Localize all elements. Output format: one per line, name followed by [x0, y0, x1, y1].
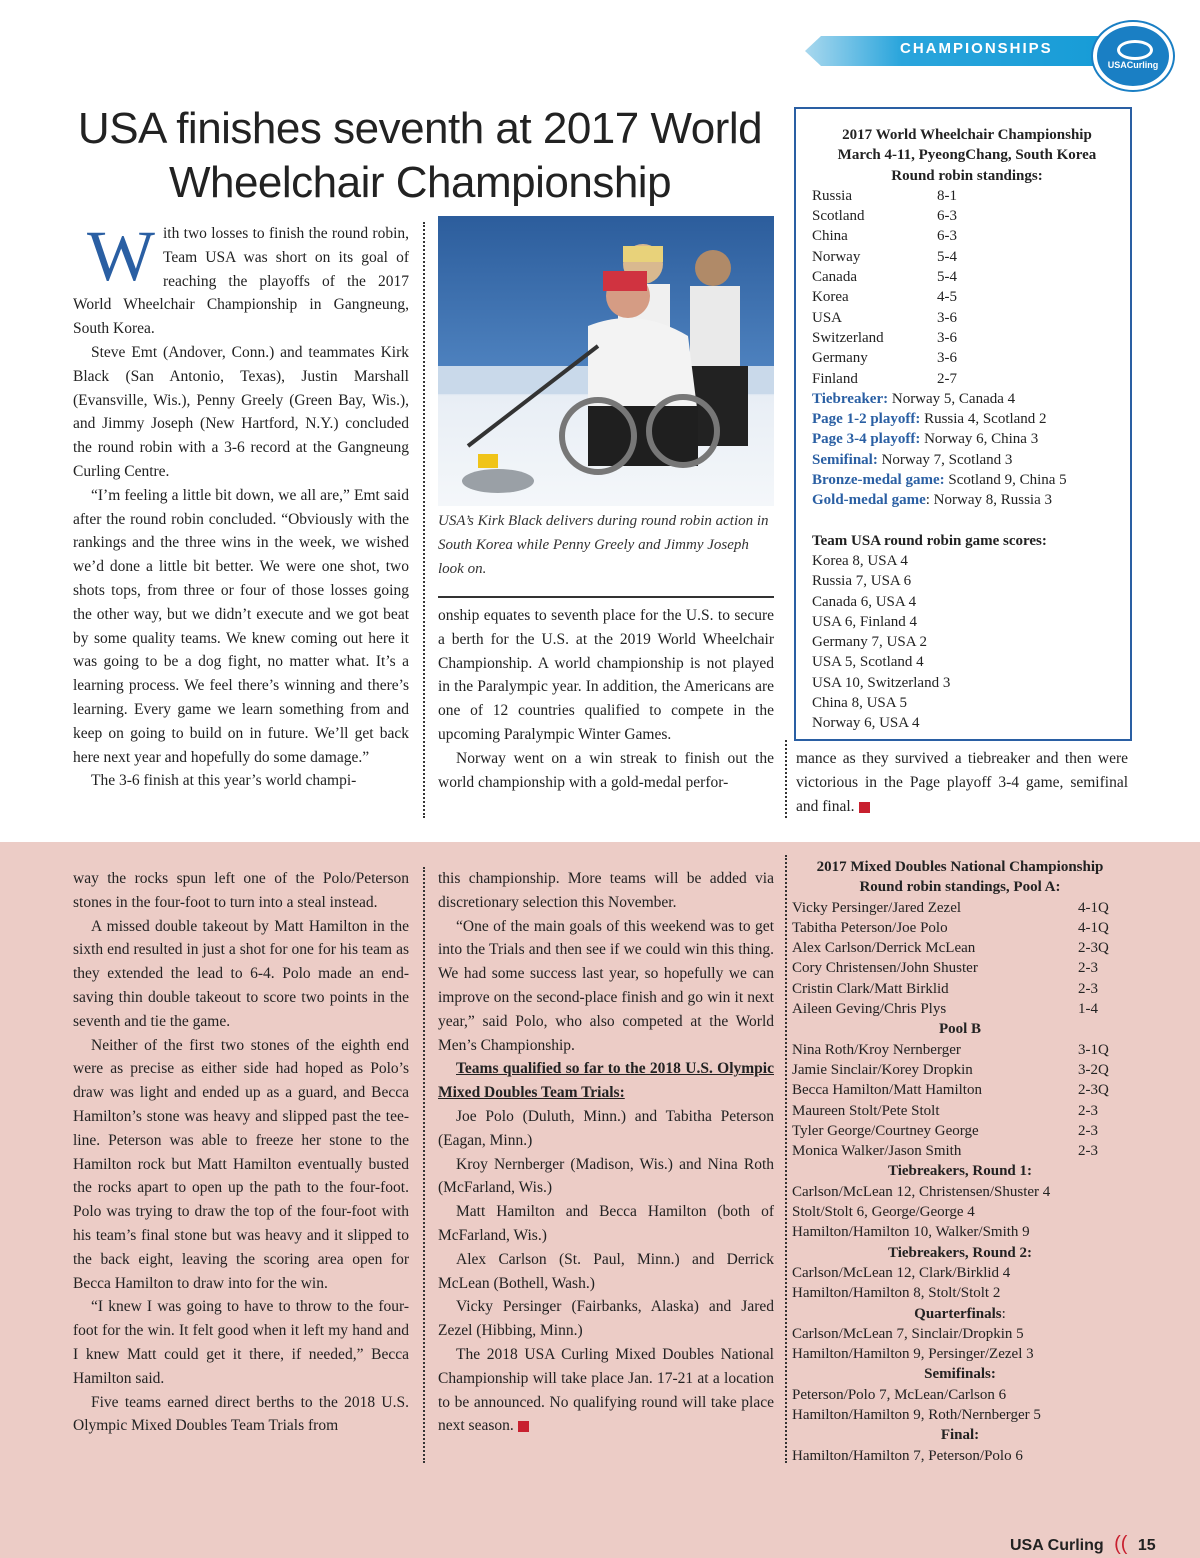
article1-column2 [438, 604, 774, 794]
result-row: Carlson/McLean 12, Clark/Birklid 4 [792, 1264, 1011, 1281]
playoff-row [812, 389, 1122, 409]
team-record: 2-3 [1078, 1122, 1098, 1139]
team-record: 3-6 [937, 350, 957, 367]
standing-row [792, 1101, 1128, 1121]
pool-b-heading: Pool B [938, 1021, 982, 1038]
team-name: Aileen Geving/Chris Plys [792, 1001, 947, 1018]
team-record: 2-3 [1078, 960, 1098, 977]
article1-column3 [796, 747, 1128, 818]
team-name: Norway [812, 248, 861, 265]
playoff-list [812, 389, 1122, 511]
score-row: USA 10, Switzerland 3 [812, 674, 951, 691]
playoff-row [812, 409, 1122, 429]
article1-column1 [73, 216, 409, 793]
playoff-label: Bronze-medal game: [812, 472, 945, 489]
usa-scores-list [812, 551, 1122, 734]
semifinals-heading: Semifinals: [924, 1366, 996, 1383]
team-name: Cory Christensen/John Shuster [792, 960, 978, 977]
team-name: Russia [812, 187, 853, 204]
column-divider [785, 740, 787, 818]
team-record: 3-6 [937, 309, 957, 326]
standing-row [792, 958, 1128, 978]
end-mark-icon [859, 802, 870, 813]
page-number: 15 [1137, 1537, 1156, 1554]
caption-divider [438, 596, 774, 598]
playoff-label: Page 1-2 playoff: [812, 411, 921, 428]
team-name: Becca Hamilton/Matt Hamilton [792, 1082, 982, 1099]
result-row: Hamilton/Hamilton 9, Roth/Nernberger 5 [792, 1407, 1041, 1424]
playoff-label: Gold-medal game [812, 492, 926, 509]
wheelchair-curling-image [438, 216, 774, 506]
paragraph: Joe Polo (Duluth, Minn.) and Tabitha Peterson (Eagan, Minn.) [438, 1107, 774, 1149]
team-record: 2-3Q [1078, 940, 1109, 957]
tiebreaker1-list [792, 1182, 1128, 1243]
playoff-result: Scotland 9, China 5 [944, 472, 1067, 489]
team-record: 3-2Q [1078, 1061, 1109, 1078]
playoff-row [812, 429, 1122, 449]
standing-row [812, 226, 1122, 246]
playoff-result: Norway 5, Canada 4 [888, 390, 1016, 407]
team-record: 2-3 [1078, 1143, 1098, 1160]
score-row: China 8, USA 5 [812, 695, 908, 712]
team-record: 5-4 [937, 269, 957, 286]
team-name: China [812, 228, 848, 245]
semifinals-list [792, 1385, 1128, 1426]
team-name: Tabitha Peterson/Joe Polo [792, 919, 948, 936]
team-record: 3-6 [937, 329, 957, 346]
score-row: Norway 6, USA 4 [812, 715, 920, 732]
standing-row [792, 979, 1128, 999]
column-divider [423, 222, 425, 818]
team-record: 6-3 [937, 208, 957, 225]
standing-row [812, 206, 1122, 226]
paragraph: “I knew I was going to have to throw to the four-foot for the win. It felt good when it left my hand and I knew Matt could get it there, if needed,” Becca Hamilton said. [73, 1298, 409, 1387]
standing-row [812, 348, 1122, 368]
pool-b-list [792, 1040, 1128, 1162]
playoff-label: Semifinal: [812, 451, 878, 468]
team-record: 3-1Q [1078, 1041, 1109, 1058]
standing-row [792, 918, 1128, 938]
page-footer [1010, 1533, 1180, 1557]
paragraph: Alex Carlson (St. Paul, Minn.) and Derrick McLean (Bothell, Wash.) [438, 1250, 774, 1292]
result-row: Hamilton/Hamilton 7, Peterson/Polo 6 [792, 1447, 1023, 1464]
team-record: 2-3 [1078, 1102, 1098, 1119]
paragraph: Five teams earned direct berths to the 2018 U.S. Olympic Mixed Doubles Team Trials from [73, 1393, 409, 1435]
curling-stone-icon [1117, 40, 1153, 60]
usa-scores-heading: Team USA round robin game scores: [812, 532, 1047, 549]
paragraph: A missed double takeout by Matt Hamilton in the sixth end resulted in just a shot for one for his team as they extended the lead to 6-4. Polo made an end-saving thin double takeout to score two points in the seventh and tie the game. [73, 917, 409, 1030]
standing-row [812, 328, 1122, 348]
score-row: Russia 7, USA 6 [812, 573, 912, 590]
paragraph: Steve Emt (Andover, Conn.) and teammates Kirk Black (San Antonio, Texas), Justin Marshall (Evansville, Wis.), Penny Greely (Green Bay, Wis.), and Jimmy Joseph (New Hartford, N.Y.) concluded the round robin with a 3-6 record at the Gangneung Curling Centre. [73, 343, 409, 480]
standing-row [812, 287, 1122, 307]
standing-row [792, 999, 1128, 1019]
article2-column2 [438, 867, 774, 1438]
playoff-row [812, 470, 1122, 490]
paragraph: Norway went on a win streak to finish out the world championship with a gold-medal perfor- [438, 749, 774, 791]
team-name: Vicky Persinger/Jared Zezel [792, 899, 962, 916]
paragraph: mance as they survived a tiebreaker and then were victorious in the Page playoff 3-4 game, semifinal and final. [796, 750, 1128, 815]
standing-row [792, 1141, 1128, 1161]
standing-row [812, 267, 1122, 287]
results-title: 2017 Mixed Doubles National Championship [816, 859, 1104, 875]
team-name: Jamie Sinclair/Korey Dropkin [792, 1061, 973, 1078]
team-record: 2-3Q [1078, 1082, 1109, 1099]
result-row: Stolt/Stolt 6, George/George 4 [792, 1204, 975, 1221]
result-row: Hamilton/Hamilton 8, Stolt/Stolt 2 [792, 1285, 1001, 1302]
standing-row [812, 186, 1122, 206]
standings-heading: Round robin standings: [891, 167, 1043, 184]
score-row: Germany 7, USA 2 [812, 634, 927, 651]
team-record: 4-1Q [1078, 919, 1109, 936]
result-row: Peterson/Polo 7, McLean/Carlson 6 [792, 1386, 1007, 1403]
paragraph: The 2018 USA Curling Mixed Doubles National Championship will take place Jan. 17-21 at a location to be announced. No qualifying round will take place next season. [438, 1345, 774, 1435]
standing-row [812, 247, 1122, 267]
team-record: 6-3 [937, 228, 957, 245]
team-name: Maureen Stolt/Pete Stolt [792, 1102, 940, 1119]
score-row: Canada 6, USA 4 [812, 593, 917, 610]
team-name: Monica Walker/Jason Smith [792, 1143, 962, 1160]
paragraph: The 3-6 finish at this year’s world champi- [91, 772, 357, 790]
standing-row [792, 1080, 1128, 1100]
playoff-result: : Norway 8, Russia 3 [925, 492, 1052, 509]
playoff-label: Page 3-4 playoff: [812, 431, 921, 448]
score-row: Korea 8, USA 4 [812, 552, 908, 569]
team-name: Tyler George/Courtney George [792, 1122, 979, 1139]
standing-row [812, 369, 1122, 389]
drop-cap: W [87, 216, 155, 296]
score-row: USA 5, Scotland 4 [812, 654, 924, 671]
curling-photo [438, 216, 774, 506]
standing-row [792, 1040, 1128, 1060]
tiebreaker1-heading: Tiebreakers, Round 1: [887, 1163, 1033, 1180]
paragraph: Vicky Persinger (Fairbanks, Alaska) and Jared Zezel (Hibbing, Minn.) [438, 1298, 774, 1340]
pool-a-heading: Round robin standings, Pool A: [859, 879, 1061, 896]
team-record: 5-4 [937, 248, 957, 265]
article2-column1 [73, 867, 409, 1438]
playoff-result: Russia 4, Scotland 2 [920, 411, 1047, 428]
mixed-doubles-results [792, 857, 1128, 1466]
standing-row [792, 938, 1128, 958]
footer-divider-icon: (( [1114, 1533, 1128, 1555]
team-name: Alex Carlson/Derrick McLean [792, 940, 976, 957]
results-dates: March 4-11, PyeongChang, South Korea [837, 147, 1097, 164]
standing-row [792, 898, 1128, 918]
team-name: Korea [812, 289, 849, 306]
qualified-heading: Teams qualified so far to the 2018 U.S. Olympic Mixed Doubles Team Trials: [438, 1060, 774, 1102]
final-heading: Final: [940, 1427, 980, 1444]
end-mark-icon [518, 1421, 529, 1432]
result-row: Carlson/McLean 12, Christensen/Shuster 4 [792, 1183, 1051, 1200]
team-record: 2-3 [1078, 980, 1098, 997]
paragraph: Neither of the first two stones of the eighth end were as precise as either side had hoped as Polo’s draw was light and ended up as a guard, and Becca Hamilton’s stone was heavy and slipped past the tee-line. Peterson was able to freeze her stone to the Hamilton rock but Matt Hamilton eventually busted the rocks apart to open up the path to the four-foot. Polo was trying to draw the top of the four-foot with his team’s final stone but was heavy and it slipped to the back eight, leaving the scoring area open for Becca Hamilton to draw into for the win. [73, 1036, 409, 1292]
usa-curling-logo [1093, 22, 1173, 90]
standing-row [812, 308, 1122, 328]
paragraph: Matt Hamilton and Becca Hamilton (both of McFarland, Wis.) [438, 1203, 774, 1244]
paragraph: onship equates to seventh place for the U.S. to secure a berth for the U.S. at the 2019 World Wheelchair Championship. A world championship is not played in the Paralympic year. In addition, the Americans are one of 12 countries qualified to compete in the upcoming Paralympic Winter Games. [438, 607, 774, 743]
team-name: Germany [812, 350, 868, 367]
team-record: 4-5 [937, 289, 957, 306]
standing-row [792, 1060, 1128, 1080]
magazine-name: USA Curling [1010, 1537, 1104, 1554]
article-headline: USA finishes seventh at 2017 World Wheelchair Championship [77, 104, 763, 207]
quarterfinals-heading: Quarterfinals: [914, 1305, 1006, 1322]
team-record: 4-1Q [1078, 899, 1109, 916]
team-name: Cristin Clark/Matt Birklid [792, 980, 949, 997]
score-row: USA 6, Finland 4 [812, 613, 918, 630]
standing-row [792, 1121, 1128, 1141]
playoff-row [812, 490, 1122, 510]
team-name: Canada [812, 269, 857, 286]
column-divider [785, 855, 787, 1463]
team-name: Switzerland [812, 329, 884, 346]
tiebreaker2-heading: Tiebreakers, Round 2: [887, 1244, 1033, 1261]
tiebreaker2-list [792, 1263, 1128, 1304]
team-name: Scotland [812, 208, 865, 225]
final-list [792, 1446, 1128, 1466]
paragraph: ith two losses to finish the round robin, Team USA was short on its goal of reaching the playoffs of the 2017 World Wheelchair Championship in Gangneung, South Korea. [73, 225, 409, 338]
paragraph: “One of the main goals of this weekend was to get into the Trials and then see if we could win this thing. We had some success last year, so hopefully we can improve on the second-place finish and go win it next year,” said Polo, who also competed at the World Men’s Championship. [438, 917, 774, 1054]
result-row: Hamilton/Hamilton 10, Walker/Smith 9 [792, 1224, 1030, 1241]
wheelchair-results-box [794, 107, 1132, 741]
photo-caption: USA’s Kirk Black delivers during round robin action in South Korea while Penny Greely and Jimmy Joseph look on. [438, 513, 769, 577]
standings-list [812, 186, 1122, 389]
result-row: Hamilton/Hamilton 9, Persinger/Zezel 3 [792, 1346, 1034, 1363]
paragraph: this championship. More teams will be added via discretionary selection this November. [438, 870, 774, 911]
column-divider [423, 867, 425, 1463]
paragraph: way the rocks spun left one of the Polo/Peterson stones in the four-foot to turn into a steal instead. [73, 870, 409, 911]
team-name: Nina Roth/Kroy Nernberger [792, 1041, 961, 1058]
section-label: CHAMPIONSHIPS [900, 40, 1053, 57]
result-row: Carlson/McLean 7, Sinclair/Dropkin 5 [792, 1325, 1024, 1342]
quarterfinals-list [792, 1324, 1128, 1365]
team-record: 2-7 [937, 370, 957, 387]
paragraph: “I’m feeling a little bit down, we all are,” Emt said after the round robin concluded. “Obviously with the rankings and the three wins in the week, we wished we’d done a little bit better. We were one shot, two shots tops, from three or four of those losses going the other way, but we didn’t execute and we got beat by some quality teams. We knew coming out here it was going to be a dog fight, no matter what. It’s a learning process. We feel there’s winning and there’s learning. Every game we learn something from and keep on going to build on in future. We’ll get back here next year and hopefully do some damage.” [73, 486, 409, 766]
playoff-row [812, 450, 1122, 470]
team-record: 8-1 [937, 187, 957, 204]
pool-a-list [792, 898, 1128, 1020]
playoff-result: Norway 7, Scotland 3 [877, 451, 1013, 468]
team-name: Finland [812, 370, 858, 387]
paragraph: Kroy Nernberger (Madison, Wis.) and Nina Roth (McFarland, Wis.) [438, 1155, 774, 1197]
results-title: 2017 World Wheelchair Championship [842, 127, 1092, 143]
logo-text: USACurling [1107, 60, 1159, 70]
playoff-label: Tiebreaker: [812, 390, 889, 407]
team-record: 1-4 [1078, 1001, 1098, 1018]
team-name: USA [812, 309, 843, 326]
playoff-result: Norway 6, China 3 [920, 431, 1039, 448]
